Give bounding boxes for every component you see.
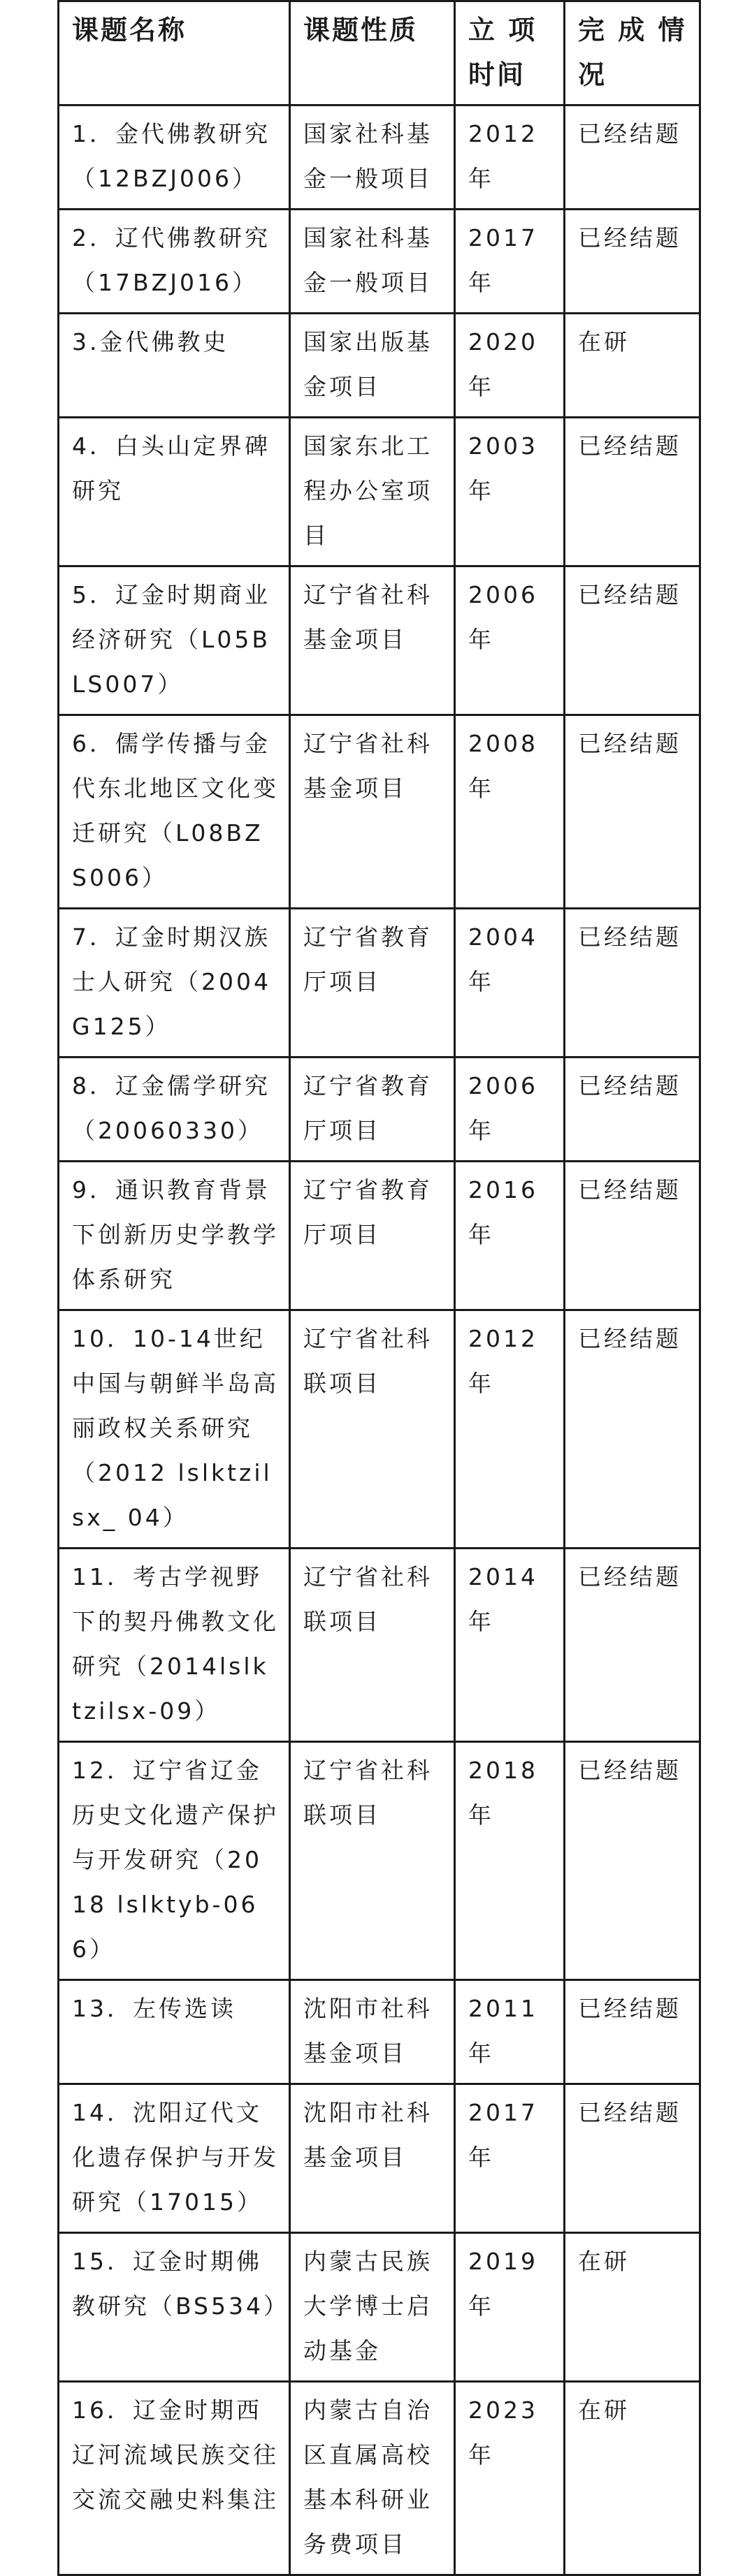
table-row [59,1162,700,1310]
project-type-cell: 辽宁省社科基金项目 [290,566,455,715]
project-name-cell: 3.金代佛教史 [59,314,290,418]
status-cell: 已经结题 [565,2084,700,2233]
project-type-cell: 国家出版基金项目 [290,314,455,418]
table-row [59,314,700,418]
header-project-type: 课题性质 [290,1,455,105]
project-type-cell: 沈阳市社科基金项目 [290,1980,455,2084]
start-year-cell: 2017年 [455,210,565,314]
status-cell: 已经结题 [565,715,700,909]
table-row [59,1058,700,1162]
status-cell: 已经结题 [565,1058,700,1162]
table-row [59,1549,700,1742]
table-body [59,105,700,2575]
project-type-cell: 辽宁省社科联项目 [290,1742,455,1980]
table-row [59,909,700,1058]
start-year-cell: 2006年 [455,1058,565,1162]
start-year-cell: 2019年 [455,2233,565,2382]
project-name-cell: 8．辽金儒学研究（20060330） [59,1058,290,1162]
table-row [59,1742,700,1980]
project-name-cell: 15．辽金时期佛教研究（BS534） [59,2233,290,2382]
project-name-cell: 16．辽金时期西辽河流域民族交往交流交融史料集注 [59,2382,290,2575]
start-year-cell: 2006年 [455,566,565,715]
table-row [59,210,700,314]
project-type-cell: 辽宁省教育厅项目 [290,909,455,1058]
project-type-cell: 辽宁省教育厅项目 [290,1162,455,1310]
start-year-cell: 2014年 [455,1549,565,1742]
project-type-cell: 辽宁省社科基金项目 [290,715,455,909]
status-cell: 已经结题 [565,1980,700,2084]
status-cell: 已经结题 [565,909,700,1058]
status-cell: 已经结题 [565,105,700,210]
project-name-cell: 11．考古学视野下的契丹佛教文化研究（2014lslktzilsx-09） [59,1549,290,1742]
start-year-cell: 2017年 [455,2084,565,2233]
start-year-cell: 2020年 [455,314,565,418]
start-year-cell: 2004年 [455,909,565,1058]
status-cell: 已经结题 [565,1549,700,1742]
status-cell: 已经结题 [565,566,700,715]
header-start-year: 立 项 时间 [455,1,565,105]
project-name-cell: 13．左传选读 [59,1980,290,2084]
project-name-cell: 7．辽金时期汉族士人研究（2004G125） [59,909,290,1058]
project-name-cell: 14．沈阳辽代文化遗存保护与开发研究（17015） [59,2084,290,2233]
table-row [59,2382,700,2575]
start-year-cell: 2012年 [455,105,565,210]
project-type-cell: 国家社科基金一般项目 [290,105,455,210]
header-project-name: 课题名称 [59,1,290,105]
status-cell: 已经结题 [565,1742,700,1980]
project-name-cell: 9．通识教育背景下创新历史学教学体系研究 [59,1162,290,1310]
status-cell: 在研 [565,2382,700,2575]
start-year-cell: 2023年 [455,2382,565,2575]
table-row [59,105,700,210]
research-projects-table [57,0,701,2576]
start-year-cell: 2018年 [455,1742,565,1980]
start-year-cell: 2008年 [455,715,565,909]
start-year-cell: 2003年 [455,418,565,566]
header-row [59,1,700,105]
header-status: 完 成 情 况 [565,1,700,105]
start-year-cell: 2011年 [455,1980,565,2084]
project-type-cell: 辽宁省社科联项目 [290,1549,455,1742]
project-type-cell: 沈阳市社科基金项目 [290,2084,455,2233]
table-row [59,566,700,715]
project-type-cell: 国家社科基金一般项目 [290,210,455,314]
status-cell: 已经结题 [565,1310,700,1549]
project-name-cell: 12．辽宁省辽金历史文化遗产保护与开发研究（2018 lslktyb-066） [59,1742,290,1980]
project-name-cell: 1．金代佛教研究（12BZJ006） [59,105,290,210]
start-year-cell: 2012年 [455,1310,565,1549]
table-row [59,715,700,909]
status-cell: 在研 [565,314,700,418]
project-type-cell: 内蒙古自治区直属高校基本科研业务费项目 [290,2382,455,2575]
status-cell: 在研 [565,2233,700,2382]
project-name-cell: 2．辽代佛教研究（17BZJ016） [59,210,290,314]
project-table-container [57,0,699,2576]
project-type-cell: 辽宁省社科联项目 [290,1310,455,1549]
table-row [59,2084,700,2233]
project-type-cell: 辽宁省教育厅项目 [290,1058,455,1162]
table-row [59,1980,700,2084]
project-name-cell: 6．儒学传播与金代东北地区文化变迁研究（L08BZS006） [59,715,290,909]
project-type-cell: 内蒙古民族大学博士启动基金 [290,2233,455,2382]
table-row [59,1310,700,1549]
status-cell: 已经结题 [565,418,700,566]
project-name-cell: 4．白头山定界碑研究 [59,418,290,566]
table-row [59,418,700,566]
start-year-cell: 2016年 [455,1162,565,1310]
status-cell: 已经结题 [565,210,700,314]
table-row [59,2233,700,2382]
project-name-cell: 5．辽金时期商业经济研究（L05BLS007） [59,566,290,715]
status-cell: 已经结题 [565,1162,700,1310]
project-name-cell: 10．10-14世纪中国与朝鲜半岛高丽政权关系研究（2012 lslktzilsx_ 04） [59,1310,290,1549]
table-header [59,1,700,105]
project-type-cell: 国家东北工程办公室项目 [290,418,455,566]
